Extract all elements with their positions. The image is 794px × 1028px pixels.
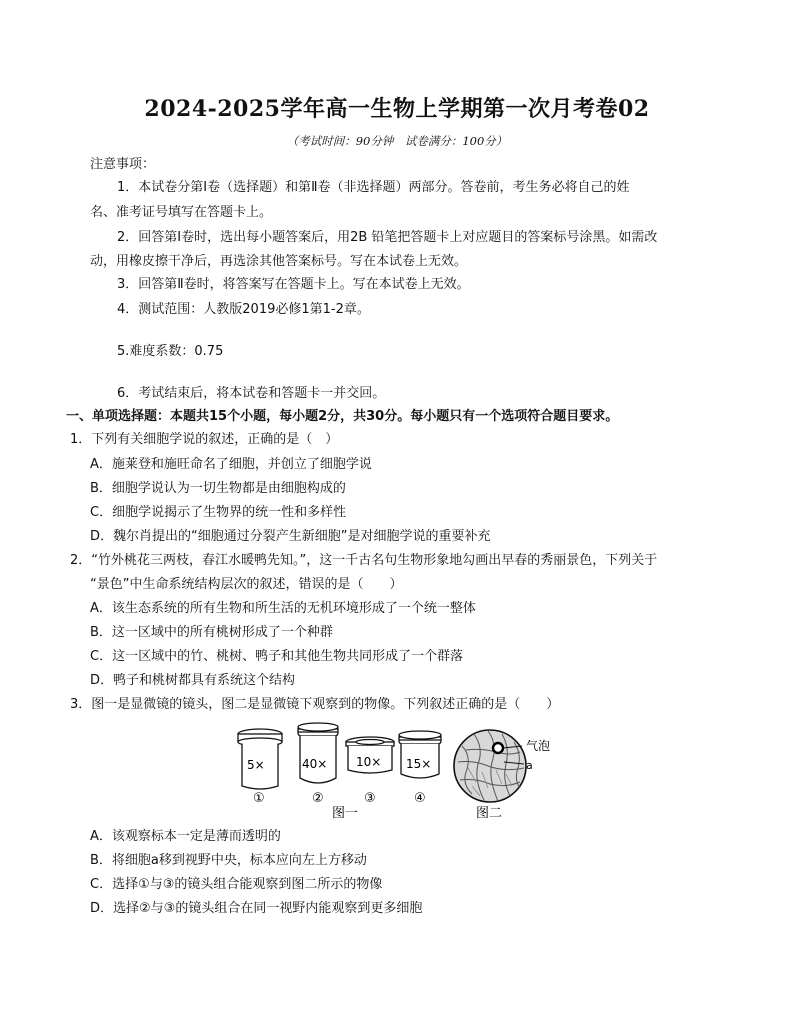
field-of-view: [454, 730, 526, 802]
question-stem: 3．图一是显微镜的镜头，图二是显微镜下观察到的物像。下列叙述正确的是（ ）: [70, 697, 560, 712]
lens-3-number: ③: [364, 791, 376, 806]
option-c: C．这一区域中的竹、桃树、鸭子和其他生物共同形成了一个群落: [90, 649, 464, 664]
lens-2-number: ②: [312, 791, 324, 806]
question-stem: 1．下列有关细胞学说的叙述，正确的是（ ）: [70, 432, 339, 447]
option-d: D．鸭子和桃树都具有系统这个结构: [90, 673, 296, 688]
notice-line: 1．本试卷分第Ⅰ卷（选择题）和第Ⅱ卷（非选择题）两部分。答卷前，考生务必将自己的姓: [117, 180, 630, 195]
option-c: C．细胞学说揭示了生物界的统一性和多样性: [90, 505, 347, 520]
lens-4-mag: 15×: [406, 757, 432, 771]
option-b: B．将细胞a移到视野中央，标本应向左上方移动: [90, 853, 367, 868]
question-stem: 2．“竹外桃花三两枝，春江水暖鸭先知。”，这一千古名句生物形象地勾画出早春的秀丽景色，下列关于: [70, 553, 658, 568]
option-a: A．施莱登和施旺命名了细胞，并创立了细胞学说: [90, 457, 372, 472]
lens-2: [298, 723, 338, 783]
section-heading: 一、单项选择题：本题共15个小题，每小题2分，共30分。每小题只有一个选项符合题目要求。: [66, 409, 619, 424]
notice-line: 6．考试结束后，将本试卷和答题卡一并交回。: [117, 386, 386, 401]
notice-line: 动，用橡皮擦干净后，再选涂其他答案标号。写在本试卷上无效。: [90, 254, 468, 269]
notice-line: 4．测试范围：人教版2019必修1第1-2章。: [117, 302, 370, 317]
lens-4-number: ④: [414, 791, 426, 806]
microscope-figure: [236, 722, 566, 824]
notice-line: 5.难度系数：0.75: [117, 344, 224, 359]
question-stem: “景色”中生命系统结构层次的叙述，错误的是（ ）: [90, 577, 403, 592]
lens-1-mag: 5×: [247, 758, 265, 772]
option-a: A．该观察标本一定是薄而透明的: [90, 829, 281, 844]
cell-a-label: a: [526, 759, 533, 772]
microscope-figure-svg: [236, 722, 566, 824]
bubble-label: 气泡: [526, 739, 551, 753]
exam-title: 2024-2025学年高一生物上学期第一次月考卷02: [144, 96, 650, 122]
option-a: A．该生态系统的所有生物和所生活的无机环境形成了一个统一整体: [90, 601, 476, 616]
lens-1-number: ①: [253, 791, 265, 806]
exam-subtitle: （考试时间：90分钟 试卷满分：100分）: [286, 134, 508, 148]
option-b: B．这一区域中的所有桃树形成了一个种群: [90, 625, 333, 640]
figure-1-caption: 图一: [332, 806, 359, 821]
lens-2-mag: 40×: [302, 757, 328, 771]
option-c: C．选择①与③的镜头组合能观察到图二所示的物像: [90, 877, 383, 892]
notice-heading: 注意事项：: [90, 157, 156, 172]
option-b: B．细胞学说认为一切生物都是由细胞构成的: [90, 481, 346, 496]
notice-line: 3．回答第Ⅱ卷时，将答案写在答题卡上。写在本试卷上无效。: [117, 277, 470, 292]
lens-3-mag: 10×: [356, 755, 382, 769]
figure-2-caption: 图二: [476, 806, 503, 821]
option-d: D．魏尔肖提出的“细胞通过分裂产生新细胞”是对细胞学说的重要补充: [90, 529, 491, 544]
option-d: D．选择②与③的镜头组合在同一视野内能观察到更多细胞: [90, 901, 423, 916]
notice-line: 名、准考证号填写在答题卡上。: [90, 205, 273, 220]
notice-line: 2．回答第Ⅰ卷时，选出每小题答案后，用2B 铅笔把答题卡上对应题目的答案标号涂黑。如需改: [117, 230, 658, 245]
